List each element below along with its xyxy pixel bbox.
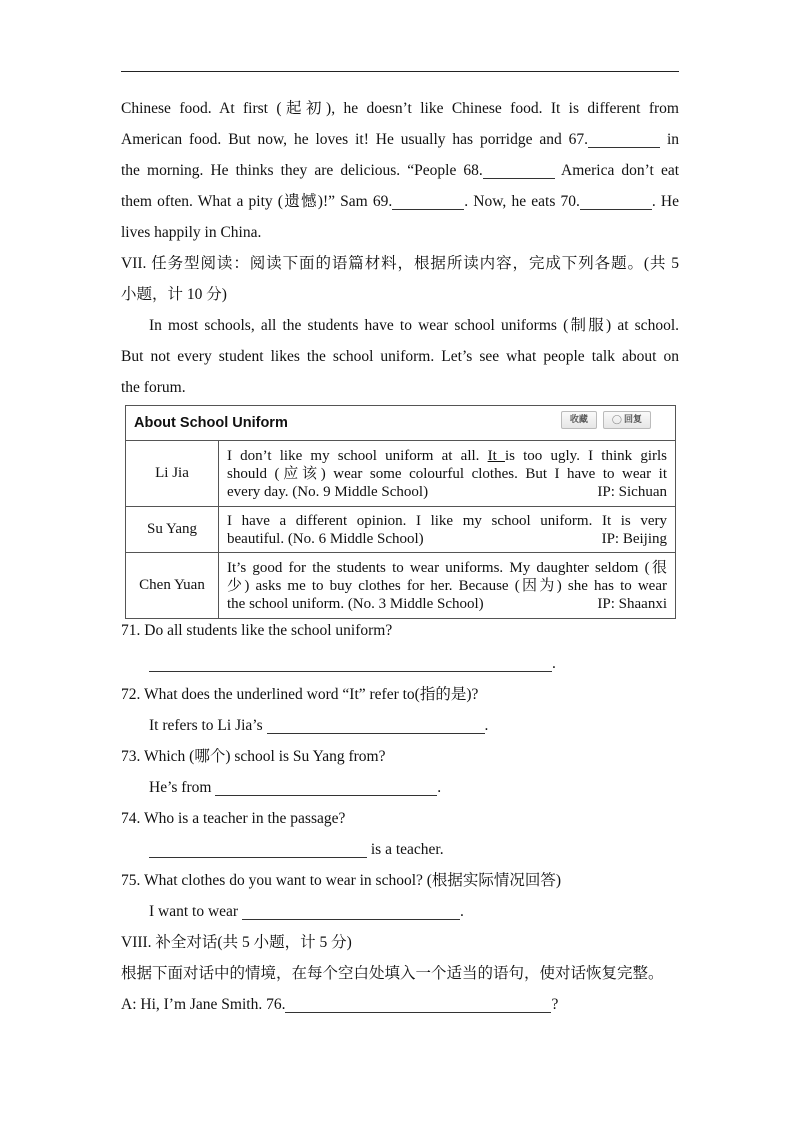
answer-blank-75[interactable] <box>242 901 460 920</box>
reply-button[interactable]: ◯ 回复 <box>603 411 651 429</box>
answer-72: It refers to Li Jia’s . <box>149 717 489 734</box>
passage-line-1: Chinese food. At first (起初), he doesn’t like Chinese food. It is different from <box>121 100 679 117</box>
collect-button[interactable]: 收藏 <box>561 411 597 429</box>
blank-69[interactable] <box>392 191 464 210</box>
question-73: 73. Which (哪个) school is Su Yang from? <box>121 748 386 765</box>
post-author: Chen Yuan <box>126 553 219 619</box>
intro-line-3: the forum. <box>121 379 186 396</box>
blank-67[interactable] <box>588 129 660 148</box>
passage-line-5: lives happily in China. <box>121 224 262 241</box>
page-content <box>121 93 679 1020</box>
answer-blank-71[interactable] <box>149 653 552 672</box>
underlined-word: It <box>487 447 505 464</box>
passage-line-2: American food. But now, he loves it! He usually has porridge and 67. in <box>121 131 680 148</box>
answer-blank-74[interactable] <box>149 839 367 858</box>
section8-instruction: 根据下面对话中的情境，在每个空白处填入一个适当的语句，使对话恢复完整。 <box>121 965 664 982</box>
dialogue-line-a: A: Hi, I’m Jane Smith. 76. ? <box>121 996 559 1013</box>
forum-title: About School Uniform <box>134 415 288 431</box>
answer-71: . <box>121 648 679 679</box>
answer-blank-76[interactable] <box>285 994 551 1013</box>
post-message: It’s good for the students to wear uniforms. My daughter seldom (很 少) asks me to buy clothes for her. Because (因为) she has to wear the school uniform. (No. 3 Middle School) IP: Shaanxi <box>219 553 676 619</box>
passage-line-4: them often. What a pity (遗憾)!” Sam 69. . Now, he eats 70. . He <box>121 193 679 210</box>
post-author: Li Jia <box>126 441 219 507</box>
post-ip: IP: Shaanxi <box>597 595 667 612</box>
post-message: I don’t like my school uniform at all. It is too ugly. I think girls should (应该) wear some colourful clothes. But I have to wear it every day. (No. 9 Middle School) IP: Sichuan <box>219 441 676 507</box>
post-ip: IP: Sichuan <box>597 483 667 500</box>
header-rule <box>121 71 679 72</box>
post-ip: IP: Beijing <box>601 530 667 547</box>
post-author: Su Yang <box>126 507 219 553</box>
answer-blank-73[interactable] <box>215 777 437 796</box>
question-75: 75. What clothes do you want to wear in school? (根据实际情况回答) <box>121 872 562 889</box>
answer-74: is a teacher. <box>121 834 679 865</box>
question-71: 71. Do all students like the school uniform? <box>121 622 393 639</box>
blank-68[interactable] <box>483 160 555 179</box>
question-72: 72. What does the underlined word “It” refer to(指的是)? <box>121 686 479 703</box>
intro-line-2: But not every student likes the school uniform. Let’s see what people talk about on <box>121 348 679 365</box>
answer-blank-72[interactable] <box>267 715 485 734</box>
forum-header <box>126 406 676 441</box>
section8-heading: VIII. 补全对话(共 5 小题，计 5 分) <box>121 934 352 951</box>
answer-75: I want to wear . <box>149 903 464 920</box>
blank-70[interactable] <box>580 191 652 210</box>
forum-table <box>125 405 676 619</box>
passage-line-3: the morning. He thinks they are delicious. “People 68. America don’t eat <box>121 162 680 179</box>
post-message: I have a different opinion. I like my school uniform. It is very beautiful. (No. 6 Middle School) IP: Beijing <box>219 507 676 553</box>
answer-73: He’s from . <box>149 779 442 796</box>
comment-icon: ◯ <box>611 415 622 425</box>
question-74: 74. Who is a teacher in the passage? <box>121 810 346 827</box>
intro-line-1: In most schools, all the students have to wear school uniforms (制服) at school. <box>149 317 679 334</box>
section7-heading-cont: 小题，计 10 分) <box>121 286 227 303</box>
section7-heading: VII. 任务型阅读：阅读下面的语篇材料，根据所读内容，完成下列各题。(共 5 <box>121 255 679 272</box>
